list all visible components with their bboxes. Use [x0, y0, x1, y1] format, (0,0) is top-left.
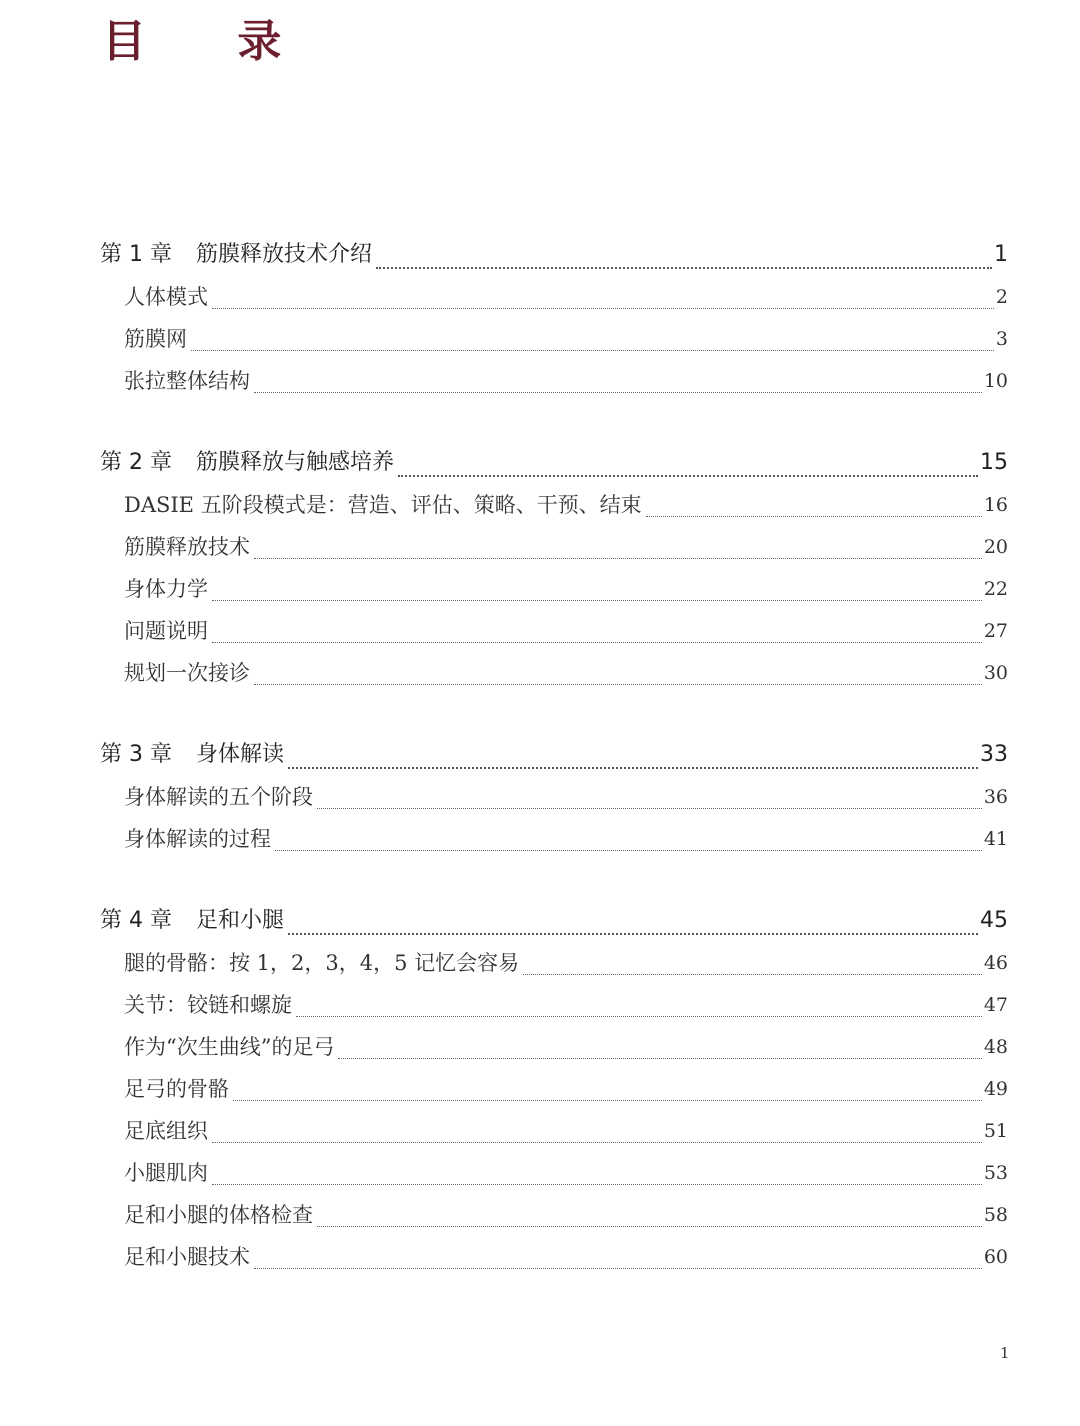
- section-title: 腿的骨骼：按 1，2，3，4，5 记忆会容易: [124, 951, 520, 975]
- section-title: 足弓的骨骼: [124, 1077, 229, 1101]
- section-title: 张拉整体结构: [124, 369, 250, 393]
- chapter-heading[interactable]: [100, 234, 1008, 276]
- section-page: 10: [983, 370, 1008, 392]
- dot-leader: [212, 600, 982, 601]
- chapter-number: 第 2 章: [100, 450, 172, 475]
- dot-leader: [254, 392, 982, 393]
- chapter-title: 足和小腿: [195, 908, 284, 933]
- dot-leader: [275, 850, 982, 851]
- section-title: 人体模式: [124, 285, 208, 309]
- chapter-heading[interactable]: [100, 442, 1008, 484]
- dot-leader: [646, 516, 982, 517]
- section-page: 58: [983, 1204, 1008, 1226]
- section-page: 22: [983, 578, 1008, 600]
- dot-leader: [288, 767, 978, 769]
- toc-entry[interactable]: [100, 818, 1008, 860]
- dot-leader: [288, 933, 978, 935]
- dot-leader: [398, 475, 978, 477]
- section-page: 51: [983, 1120, 1008, 1142]
- toc-entry[interactable]: [100, 568, 1008, 610]
- toc-entry[interactable]: [100, 776, 1008, 818]
- section-page: 49: [983, 1078, 1008, 1100]
- section-title: 足底组织: [124, 1119, 208, 1143]
- chapter-1: [100, 234, 1008, 402]
- section-title: 足和小腿的体格检查: [124, 1203, 313, 1227]
- section-title: 筋膜释放技术: [124, 535, 250, 559]
- toc-entry[interactable]: [100, 276, 1008, 318]
- section-page: 30: [983, 662, 1008, 684]
- toc-entry[interactable]: [100, 360, 1008, 402]
- chapter-title: 身体解读: [195, 742, 284, 767]
- section-title: 规划一次接诊: [124, 661, 250, 685]
- section-page: 53: [983, 1162, 1008, 1184]
- toc-entry[interactable]: [100, 318, 1008, 360]
- toc-entry[interactable]: [100, 1236, 1008, 1278]
- section-page: 46: [983, 952, 1008, 974]
- page-number: 1: [1000, 1344, 1010, 1362]
- chapter-2: [100, 442, 1008, 694]
- page-title: 目 录: [102, 16, 320, 67]
- dot-leader: [523, 974, 982, 975]
- section-title: 问题说明: [124, 619, 208, 643]
- section-title: 身体解读的五个阶段: [124, 785, 313, 809]
- chapter-number: 第 4 章: [100, 908, 172, 933]
- dot-leader: [212, 1184, 982, 1185]
- toc-entry[interactable]: [100, 1194, 1008, 1236]
- toc-entry[interactable]: [100, 1152, 1008, 1194]
- dot-leader: [317, 1226, 982, 1227]
- dot-leader: [296, 1016, 982, 1017]
- chapter-title: 筋膜释放技术介绍: [195, 242, 372, 267]
- section-title: DASIE 五阶段模式是：营造、评估、策略、干预、结束: [124, 493, 642, 517]
- toc-entry[interactable]: [100, 1026, 1008, 1068]
- toc-entry[interactable]: [100, 1110, 1008, 1152]
- section-title: 筋膜网: [124, 327, 187, 351]
- section-page: 20: [983, 536, 1008, 558]
- chapter-4: [100, 900, 1008, 1278]
- toc-entry[interactable]: [100, 484, 1008, 526]
- section-page: 2: [995, 286, 1008, 308]
- section-page: 60: [983, 1246, 1008, 1268]
- section-title: 身体力学: [124, 577, 208, 601]
- dot-leader: [212, 308, 994, 309]
- dot-leader: [254, 1268, 982, 1269]
- table-of-contents: [100, 234, 1008, 1278]
- chapter-page: 1: [994, 242, 1008, 267]
- dot-leader: [212, 642, 982, 643]
- toc-entry[interactable]: [100, 526, 1008, 568]
- section-title: 关节：铰链和螺旋: [124, 993, 292, 1017]
- section-title: 小腿肌肉: [124, 1161, 208, 1185]
- chapter-page: 15: [980, 450, 1008, 475]
- dot-leader: [233, 1100, 982, 1101]
- section-page: 36: [983, 786, 1008, 808]
- toc-entry[interactable]: [100, 610, 1008, 652]
- dot-leader: [338, 1058, 981, 1059]
- dot-leader: [317, 808, 982, 809]
- section-title: 作为“次生曲线”的足弓: [124, 1035, 335, 1059]
- chapter-number: 第 3 章: [100, 742, 172, 767]
- toc-entry[interactable]: [100, 1068, 1008, 1110]
- section-title: 足和小腿技术: [124, 1245, 250, 1269]
- section-page: 41: [983, 828, 1008, 850]
- section-page: 27: [983, 620, 1008, 642]
- chapter-page: 33: [980, 742, 1008, 767]
- section-page: 47: [983, 994, 1008, 1016]
- toc-entry[interactable]: [100, 652, 1008, 694]
- chapter-heading[interactable]: [100, 734, 1008, 776]
- dot-leader: [191, 350, 994, 351]
- chapter-3: [100, 734, 1008, 860]
- section-page: 16: [983, 494, 1008, 516]
- chapter-heading[interactable]: [100, 900, 1008, 942]
- section-page: 3: [995, 328, 1008, 350]
- toc-entry[interactable]: [100, 984, 1008, 1026]
- dot-leader: [212, 1142, 982, 1143]
- section-title: 身体解读的过程: [124, 827, 271, 851]
- dot-leader: [254, 558, 982, 559]
- dot-leader: [376, 267, 992, 269]
- toc-entry[interactable]: [100, 942, 1008, 984]
- section-page: 48: [983, 1036, 1008, 1058]
- chapter-number: 第 1 章: [100, 242, 172, 267]
- chapter-page: 45: [980, 908, 1008, 933]
- dot-leader: [254, 684, 982, 685]
- chapter-title: 筋膜释放与触感培养: [195, 450, 394, 475]
